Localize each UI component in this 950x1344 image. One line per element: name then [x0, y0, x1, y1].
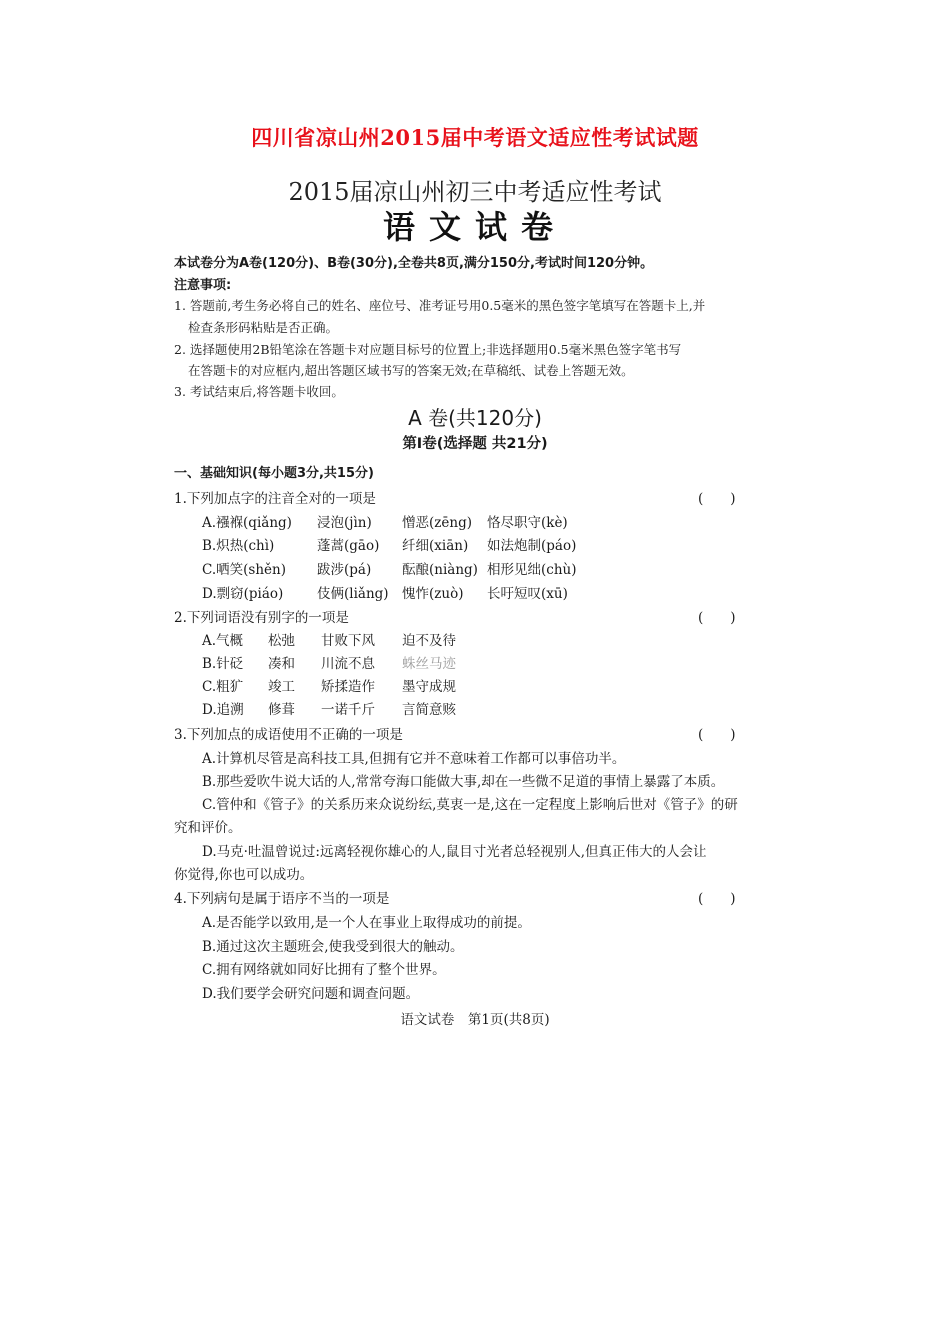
q1-option: 如法炮制(páo): [487, 538, 577, 554]
q2-option: D.追溯: [202, 702, 244, 718]
q4-option: B.通过这次主题班会,使我受到很大的触动。: [202, 939, 464, 955]
note-line: 1. 答题前,考生务必将自己的姓名、座位号、准考证号用0.5毫米的黑色签字笔填写在答题卡上,并: [174, 298, 706, 313]
q3-option: B.那些爱吹牛说大话的人,常常夸海口能做大事,却在一些微不足道的事情上暴露了本质。: [202, 774, 725, 790]
q3-option: A.计算机尽管是高科技工具,但拥有它并不意味着工作都可以事倍功半。: [202, 751, 626, 767]
q2-option: A.气概: [202, 633, 244, 649]
q1-option: D.剽窃(piáo): [202, 586, 284, 602]
part-heading: 第Ⅰ卷(选择题 共21分): [402, 436, 548, 452]
q1-option: 相形见绌(chù): [487, 562, 577, 578]
q2-option: 一诺千斤: [321, 702, 375, 718]
q3-option: 究和评价。: [174, 820, 242, 836]
q1-option: B.炽热(chì): [202, 538, 275, 554]
q1-option: 纤细(xiān): [402, 538, 469, 554]
q3-option: 你觉得,你也可以成功。: [174, 867, 314, 883]
question-1-stem: 1.下列加点字的注音全对的一项是: [174, 491, 376, 507]
q2-option: 凑和: [268, 656, 295, 672]
q4-option: A.是否能学以致用,是一个人在事业上取得成功的前提。: [202, 915, 531, 931]
q1-option: 恪尽职守(kè): [487, 515, 568, 531]
section-heading: 一、基础知识(每小题3分,共15分): [174, 466, 374, 481]
answer-paren: ( ): [698, 491, 736, 507]
q1-option: 浸泡(jìn): [317, 515, 372, 531]
answer-paren: ( ): [698, 727, 736, 743]
page-footer: 语文试卷 第1页(共8页): [400, 1012, 550, 1028]
q2-option: 矫揉造作: [321, 679, 375, 695]
q1-option: 愧怍(zuò): [402, 586, 464, 602]
volume-heading: A 卷(共120分): [408, 406, 542, 430]
q2-option: 竣工: [268, 679, 295, 695]
answer-paren: ( ): [698, 610, 736, 626]
q2-option: 蛛丝马迹: [402, 656, 456, 672]
q1-option: 伎俩(liǎng): [317, 586, 389, 602]
q2-option: 川流不息: [321, 656, 375, 672]
q2-option: 松弛: [268, 633, 295, 649]
note-line: 2. 选择题使用2B铅笔涂在答题卡对应题目标号的位置上;非选择题用0.5毫米黑色签字笔书写: [174, 342, 682, 357]
q1-option: A.襁褓(qiǎng): [202, 515, 292, 531]
q2-option: 修葺: [268, 702, 295, 718]
q3-option: D.马克·吐温曾说过:远离轻视你雄心的人,鼠目寸光者总轻视别人,但真正伟大的人会让: [202, 844, 707, 860]
q1-option: 酝酿(niàng): [402, 562, 478, 578]
q1-option: 憎恶(zēng): [402, 515, 472, 531]
q1-option: 跋涉(pá): [317, 562, 372, 578]
q1-option: C.哂笑(shěn): [202, 562, 286, 578]
answer-paren: ( ): [698, 891, 736, 907]
exam-title: 2015届凉山州初三中考适应性考试: [288, 178, 662, 206]
question-2-stem: 2.下列词语没有别字的一项是: [174, 610, 349, 626]
q1-option: 长吁短叹(xū): [487, 586, 568, 602]
question-4-stem: 4.下列病句是属于语序不当的一项是: [174, 891, 390, 907]
q3-option: C.管仲和《管子》的关系历来众说纷纭,莫衷一是,这在一定程度上影响后世对《管子》的研: [202, 797, 738, 813]
q2-option: 甘败下风: [321, 633, 375, 649]
q2-option: 迫不及待: [402, 633, 456, 649]
q2-option: 言简意赅: [402, 702, 456, 718]
note-line: 检查条形码粘贴是否正确。: [188, 320, 339, 335]
q1-option: 蓬蒿(gāo): [317, 538, 380, 554]
note-line: 在答题卡的对应框内,超出答题区域书写的答案无效;在草稿纸、试卷上答题无效。: [188, 363, 634, 378]
q2-option: C.粗犷: [202, 679, 244, 695]
q2-option: 墨守成规: [402, 679, 456, 695]
q4-option: C.拥有网络就如同好比拥有了整个世界。: [202, 962, 446, 978]
exam-intro: 本试卷分为A卷(120分)、B卷(30分),全卷共8页,满分150分,考试时间120分钟。: [174, 256, 654, 271]
q4-option: D.我们要学会研究问题和调查问题。: [202, 986, 420, 1002]
notes-heading: 注意事项:: [174, 278, 232, 293]
subject-title: 语文试卷: [382, 208, 567, 246]
q2-option: B.针砭: [202, 656, 244, 672]
question-3-stem: 3.下列加点的成语使用不正确的一项是: [174, 727, 403, 743]
document-title: 四川省凉山州2015届中考语文适应性考试试题: [251, 125, 699, 150]
note-line: 3. 考试结束后,将答题卡收回。: [174, 384, 344, 399]
